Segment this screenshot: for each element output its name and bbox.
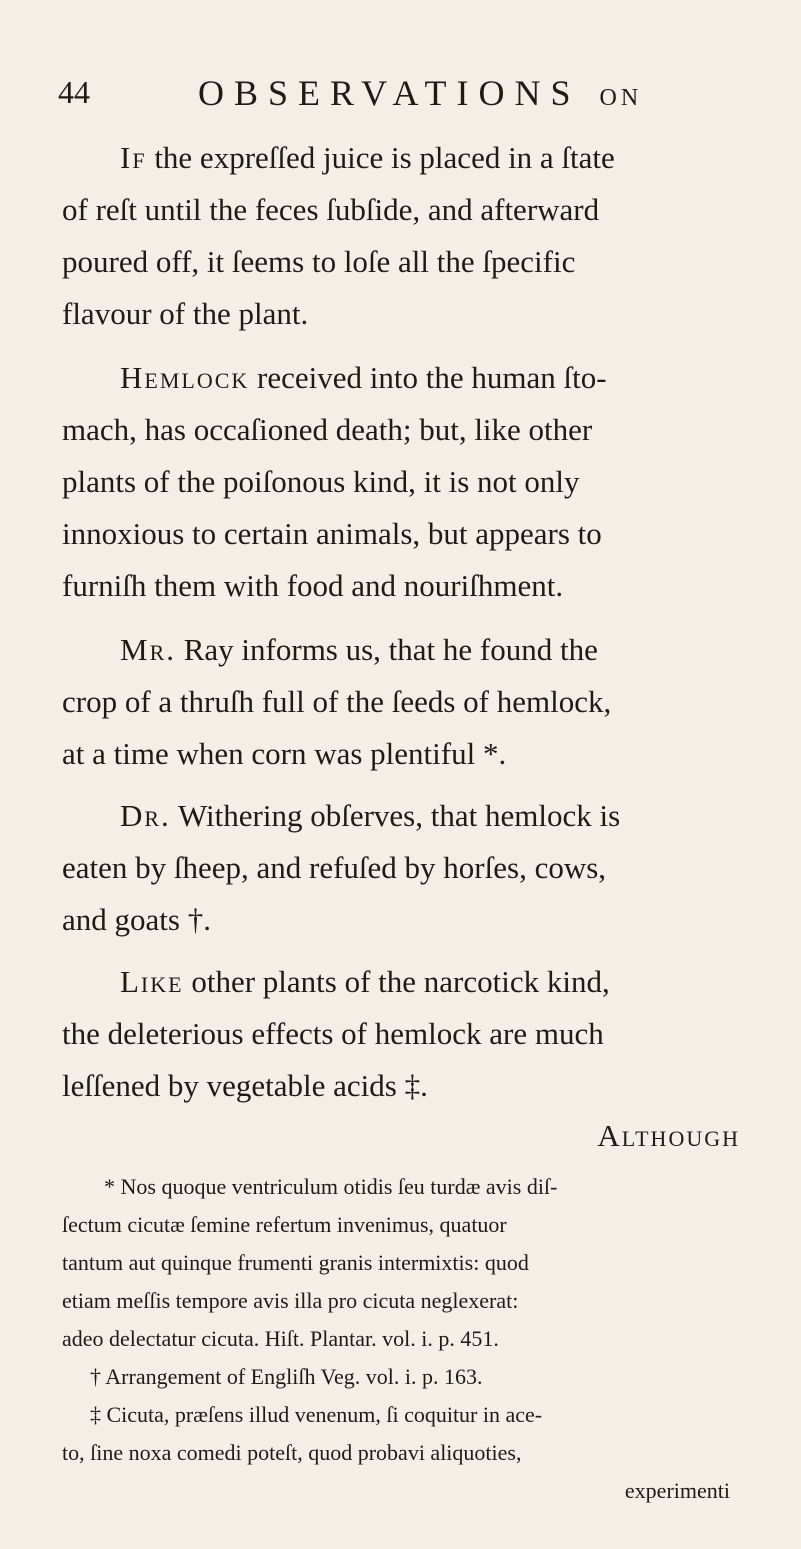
footnote-star-line: * Nos quoque ventriculum otidis ſeu turdæ avis diſ- bbox=[104, 1174, 558, 1199]
text-line: flavour of the plant. bbox=[62, 296, 309, 331]
paragraph-expressed-juice bbox=[62, 132, 752, 340]
paragraph-lead: Hemlock bbox=[120, 360, 250, 395]
page-number: 44 bbox=[58, 74, 90, 110]
text-line: Withering obſerves, that hemlock is bbox=[178, 798, 621, 833]
footnote-star-line: etiam meſſis tempore avis illa pro cicuta neglexerat: bbox=[62, 1288, 519, 1313]
footnote-double-dagger-line: experimenti bbox=[624, 1478, 730, 1503]
paragraph-hemlock bbox=[62, 352, 752, 612]
text-line: at a time when corn was plentiful *. bbox=[62, 736, 507, 771]
running-head bbox=[198, 72, 642, 114]
text-line: other plants of the narcotick kind, bbox=[191, 964, 610, 999]
text-line: received into the human ſto- bbox=[257, 360, 607, 395]
footnote-double-dagger-line: to, ſine noxa comedi poteſt, quod probavi aliquoties, bbox=[62, 1440, 522, 1465]
paragraph-lead: Mr. bbox=[120, 632, 176, 667]
text-line: poured off, it ſeems to loſe all the ſpecific bbox=[62, 244, 576, 279]
paragraph-lead: If bbox=[120, 140, 147, 175]
text-line: plants of the poiſonous kind, it is not only bbox=[62, 464, 580, 499]
text-line: mach, has occaſioned death; but, like other bbox=[62, 412, 593, 447]
text-line: furniſh them with food and nouriſhment. bbox=[62, 568, 564, 603]
footnote-dagger: † Arrangement of Engliſh Veg. vol. i. p. 163. bbox=[90, 1364, 483, 1389]
page-header bbox=[58, 74, 761, 118]
text-line: innoxious to certain animals, but appears to bbox=[62, 516, 602, 551]
text-line: crop of a thruſh full of the ſeeds of hemlock, bbox=[62, 684, 612, 719]
paragraph-like-other bbox=[62, 956, 752, 1112]
footnote-star-line: adeo delectatur cicuta. Hiſt. Plantar. vol. i. p. 451. bbox=[62, 1326, 499, 1351]
text-line: Ray informs us, that he found the bbox=[183, 632, 598, 667]
running-head-title: OBSERVATIONS bbox=[198, 73, 581, 113]
text-line: the expreſſed juice is placed in a ſtate bbox=[154, 140, 615, 175]
text-line: of reſt until the feces ſubſide, and afterward bbox=[62, 192, 600, 227]
text-line: leſſened by vegetable acids ‡. bbox=[62, 1068, 428, 1103]
paragraph-lead: Dr. bbox=[120, 798, 171, 833]
text-line: eaten by ſheep, and refuſed by horſes, cows, bbox=[62, 850, 607, 885]
paragraph-lead: Like bbox=[120, 964, 184, 999]
paragraph-dr-withering bbox=[62, 790, 752, 946]
text-line: the deleterious effects of hemlock are much bbox=[62, 1016, 604, 1051]
footnote-double-dagger-line: ‡ Cicuta, præſens illud venenum, ſi coquitur in ace- bbox=[90, 1402, 543, 1427]
footnote-star-line: ſectum cicutæ ſemine refertum invenimus, quatuor bbox=[62, 1212, 507, 1237]
footnotes bbox=[62, 1168, 762, 1510]
catchword: Although bbox=[597, 1118, 740, 1153]
footnote-star-line: tantum aut quinque frumenti granis intermixtis: quod bbox=[62, 1250, 529, 1275]
text-line: and goats †. bbox=[62, 902, 211, 937]
paragraph-mr-ray bbox=[62, 624, 752, 780]
running-head-on: ON bbox=[599, 85, 643, 111]
